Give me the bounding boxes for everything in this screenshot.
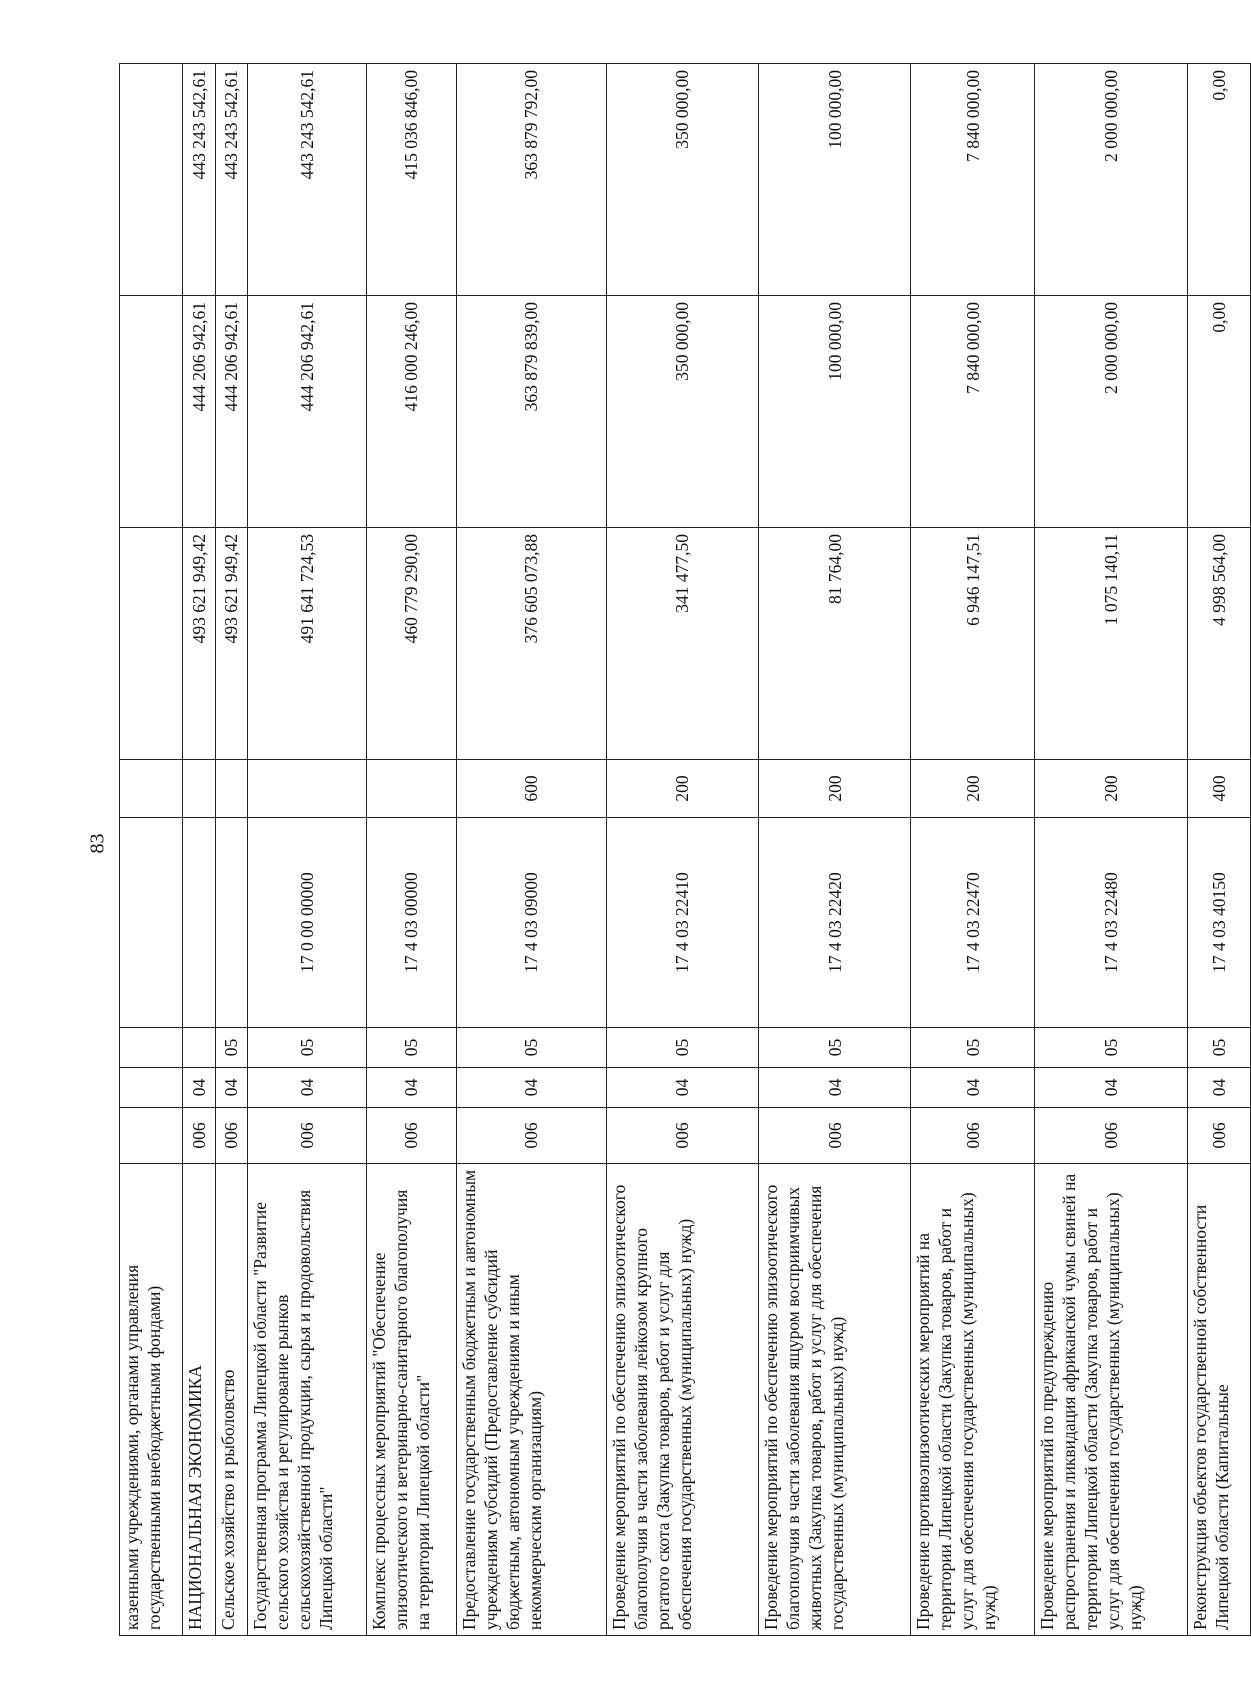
sum-year-2: 363 879 839,00	[456, 296, 606, 528]
pr-code: 05	[1187, 1028, 1250, 1068]
table-row	[247, 64, 366, 1636]
pr-code: 05	[1035, 1028, 1187, 1068]
sum-year-1: 460 779 290,00	[366, 528, 456, 760]
csr-code: 17 4 03 09000	[456, 818, 606, 1028]
table-row	[120, 64, 183, 1636]
pr-code: 05	[215, 1028, 247, 1068]
rz-code: 04	[183, 1068, 215, 1108]
table-row	[456, 64, 606, 1636]
row-name: Реконструкция объектов государственной собственности Липецкой области (Капитальные	[1187, 1164, 1250, 1636]
row-name: НАЦИОНАЛЬНАЯ ЭКОНОМИКА	[183, 1164, 215, 1636]
sum-year-3: 350 000,00	[606, 64, 758, 296]
csr-code	[183, 818, 215, 1028]
ved-code: 006	[247, 1108, 366, 1164]
rz-code: 04	[215, 1068, 247, 1108]
sum-year-2: 444 206 942,61	[215, 296, 247, 528]
table-row	[1035, 64, 1187, 1636]
vr-code	[120, 760, 183, 818]
sum-year-1: 493 621 949,42	[215, 528, 247, 760]
vr-code	[247, 760, 366, 818]
vr-code: 200	[1035, 760, 1187, 818]
pr-code	[120, 1028, 183, 1068]
sum-year-3: 415 036 846,00	[366, 64, 456, 296]
csr-code: 17 4 03 22420	[759, 818, 911, 1028]
sum-year-1: 6 946 147,51	[911, 528, 1035, 760]
csr-code	[215, 818, 247, 1028]
vr-code: 600	[456, 760, 606, 818]
vr-code	[366, 760, 456, 818]
sum-year-1: 4 998 564,00	[1187, 528, 1250, 760]
ved-code: 006	[215, 1108, 247, 1164]
sum-year-2: 444 206 942,61	[183, 296, 215, 528]
rotated-table-container	[119, 64, 1251, 1636]
table-row	[1187, 64, 1250, 1636]
sum-year-1: 81 764,00	[759, 528, 911, 760]
rz-code: 04	[1035, 1068, 1187, 1108]
rz-code: 04	[366, 1068, 456, 1108]
sum-year-2: 444 206 942,61	[247, 296, 366, 528]
row-name: казенными учреждениями, органами управления государственными внебюджетными фондами)	[120, 1164, 183, 1636]
sum-year-2: 2 000 000,00	[1035, 296, 1187, 528]
sum-year-2: 7 840 000,00	[911, 296, 1035, 528]
pr-code: 05	[759, 1028, 911, 1068]
ved-code: 006	[183, 1108, 215, 1164]
sum-year-1: 376 605 073,88	[456, 528, 606, 760]
budget-table	[119, 63, 1251, 1636]
table-row	[911, 64, 1035, 1636]
csr-code: 17 0 00 00000	[247, 818, 366, 1028]
row-name: Проведение мероприятий по предупреждению распространения и ликвидация африканской чумы свиней на территории Липецкой области (Закупка товаров, работ и услуг для обеспечения государственных (муниципальных) нужд)	[1035, 1164, 1187, 1636]
row-name: Комплекс процессных мероприятий "Обеспечение эпизоотического и ветеринарно-санитарного благополучия на территории Липецкой области"	[366, 1164, 456, 1636]
pr-code: 05	[366, 1028, 456, 1068]
sum-year-3: 0,00	[1187, 64, 1250, 296]
rz-code: 04	[606, 1068, 758, 1108]
table-row	[606, 64, 758, 1636]
sum-year-1: 491 641 724,53	[247, 528, 366, 760]
sum-year-1: 493 621 949,42	[183, 528, 215, 760]
sum-year-3: 100 000,00	[759, 64, 911, 296]
row-name: Государственная программа Липецкой области "Развитие сельского хозяйства и регулирование рынков сельскохозяйственной продукции, сырья и продовольствия Липецкой области"	[247, 1164, 366, 1636]
ved-code: 006	[1187, 1108, 1250, 1164]
rz-code: 04	[911, 1068, 1035, 1108]
pr-code: 05	[456, 1028, 606, 1068]
pr-code	[183, 1028, 215, 1068]
ved-code: 006	[456, 1108, 606, 1164]
sum-year-3: 443 243 542,61	[247, 64, 366, 296]
csr-code: 17 4 03 40150	[1187, 818, 1250, 1028]
ved-code: 006	[606, 1108, 758, 1164]
rz-code: 04	[759, 1068, 911, 1108]
sum-year-2: 350 000,00	[606, 296, 758, 528]
sum-year-2: 0,00	[1187, 296, 1250, 528]
vr-code: 200	[606, 760, 758, 818]
rz-code	[120, 1068, 183, 1108]
rz-code: 04	[1187, 1068, 1250, 1108]
sum-year-3: 7 840 000,00	[911, 64, 1035, 296]
pr-code: 05	[247, 1028, 366, 1068]
ved-code: 006	[911, 1108, 1035, 1164]
sum-year-3: 443 243 542,61	[215, 64, 247, 296]
sum-year-3: 2 000 000,00	[1035, 64, 1187, 296]
table-row	[366, 64, 456, 1636]
table-row	[215, 64, 247, 1636]
vr-code: 400	[1187, 760, 1250, 818]
sum-year-1	[120, 528, 183, 760]
csr-code: 17 4 03 22470	[911, 818, 1035, 1028]
csr-code	[120, 818, 183, 1028]
ved-code: 006	[366, 1108, 456, 1164]
ved-code: 006	[759, 1108, 911, 1164]
sum-year-1: 341 477,50	[606, 528, 758, 760]
pr-code: 05	[911, 1028, 1035, 1068]
vr-code	[183, 760, 215, 818]
table-row	[183, 64, 215, 1636]
sum-year-2: 100 000,00	[759, 296, 911, 528]
table-row	[759, 64, 911, 1636]
vr-code	[215, 760, 247, 818]
vr-code: 200	[911, 760, 1035, 818]
rz-code: 04	[456, 1068, 606, 1108]
csr-code: 17 4 03 22410	[606, 818, 758, 1028]
row-name: Проведение мероприятий по обеспечению эпизоотического благополучия в части заболевания лейкозом крупного рогатого скота (Закупка товаров, работ и услуг для обеспечения государственных (муниципальных) нужд)	[606, 1164, 758, 1636]
pr-code: 05	[606, 1028, 758, 1068]
row-name: Проведение мероприятий по обеспечению эпизоотического благополучия в части заболевания ящуром восприимчивых животных (Закупка товаров, работ и услуг для обеспечения государственных (муниципальных) нужд)	[759, 1164, 911, 1636]
sum-year-2: 416 000 246,00	[366, 296, 456, 528]
page-number: 83	[86, 833, 109, 854]
sum-year-3	[120, 64, 183, 296]
row-name: Сельское хозяйство и рыболовство	[215, 1164, 247, 1636]
sum-year-2	[120, 296, 183, 528]
row-name: Проведение противоэпизоотических мероприятий на территории Липецкой области (Закупка товаров, работ и услуг для обеспечения государственных (муниципальных) нужд)	[911, 1164, 1035, 1636]
ved-code: 006	[1035, 1108, 1187, 1164]
ved-code	[120, 1108, 183, 1164]
csr-code: 17 4 03 22480	[1035, 818, 1187, 1028]
sum-year-3: 443 243 542,61	[183, 64, 215, 296]
rz-code: 04	[247, 1068, 366, 1108]
sum-year-1: 1 075 140,11	[1035, 528, 1187, 760]
csr-code: 17 4 03 00000	[366, 818, 456, 1028]
vr-code: 200	[759, 760, 911, 818]
sum-year-3: 363 879 792,00	[456, 64, 606, 296]
row-name: Предоставление государственным бюджетным и автономным учреждениям субсидий (Предоставление субсидий бюджетным, автономным учреждениям и иным некоммерческим организациям)	[456, 1164, 606, 1636]
